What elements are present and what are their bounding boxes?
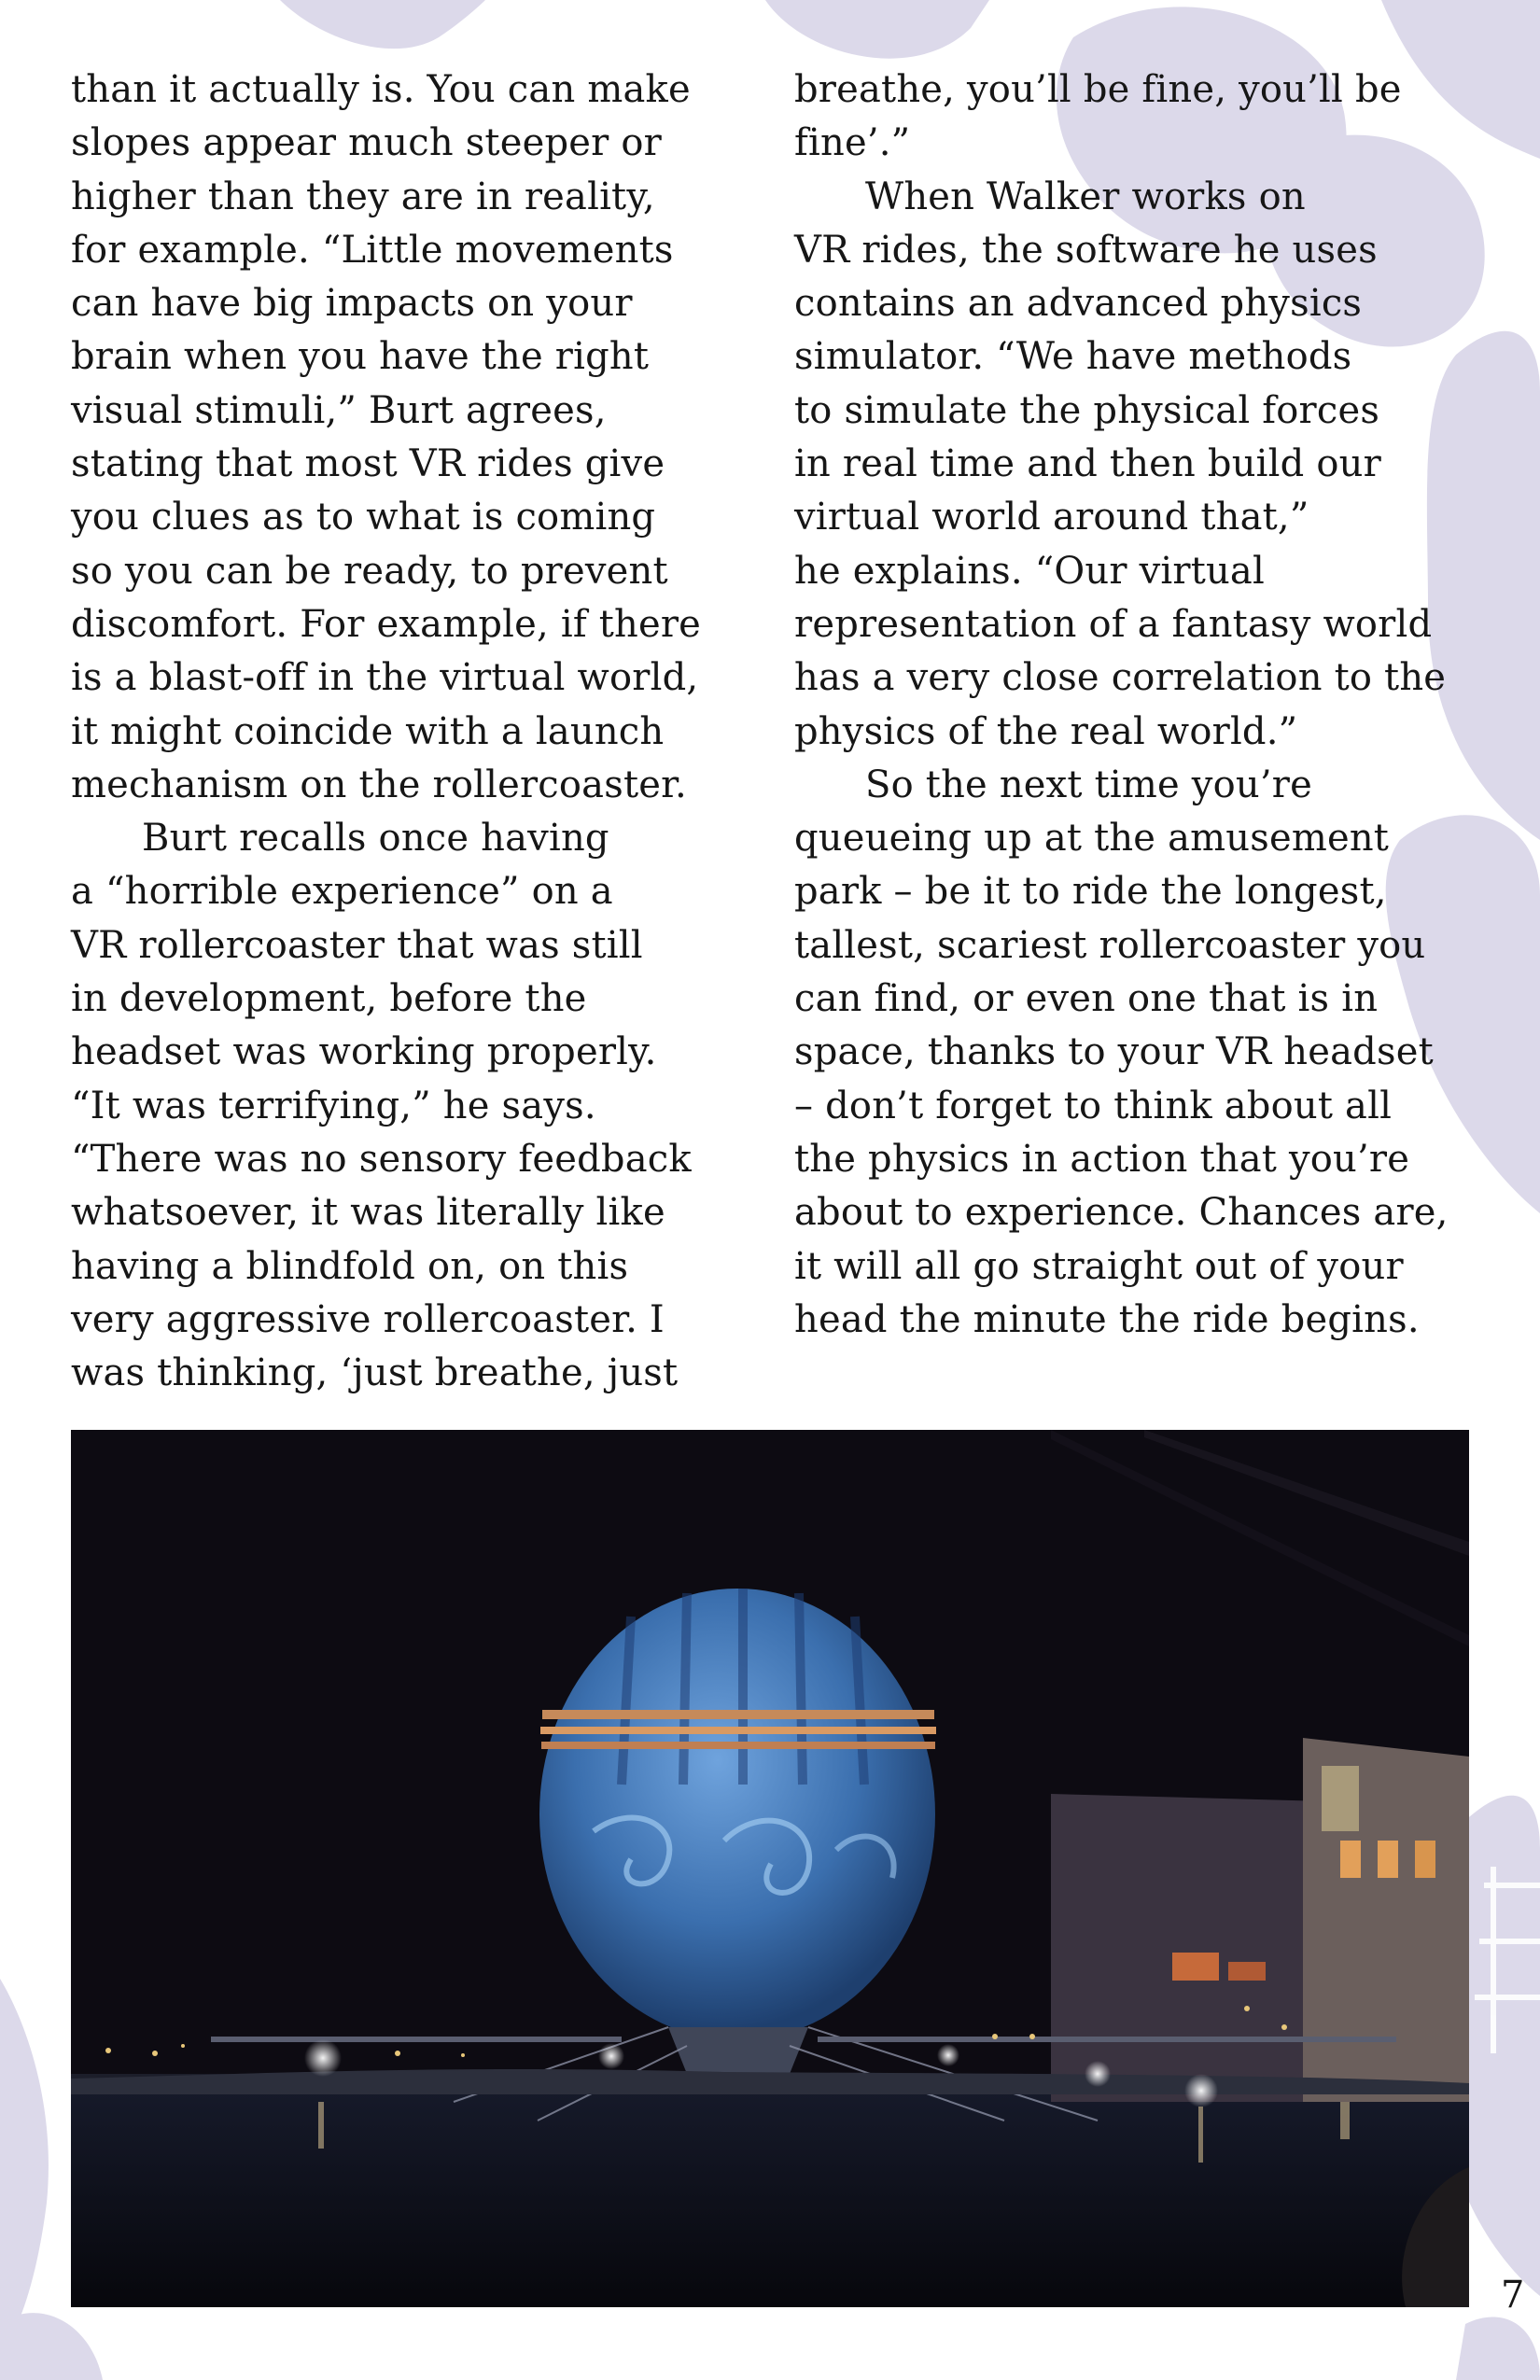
text-line: slopes appear much steeper or bbox=[71, 121, 662, 165]
text-line: you clues as to what is coming bbox=[71, 496, 656, 539]
text-line: “There was no sensory feedback bbox=[71, 1137, 692, 1181]
text-line: than it actually is. You can make bbox=[71, 68, 691, 111]
text-line: “It was terrifying,” he says. bbox=[71, 1084, 596, 1127]
text-line: for example. “Little movements bbox=[71, 228, 674, 272]
text-line: park – be it to ride the longest, bbox=[794, 870, 1387, 914]
page-number: 7 bbox=[1501, 2274, 1525, 2317]
paragraph-start-line: So the next time you’re bbox=[865, 763, 1312, 806]
paragraph-start-line: When Walker works on bbox=[865, 175, 1306, 218]
text-line: queueing up at the amusement bbox=[794, 817, 1390, 861]
text-line: tallest, scariest rollercoaster you bbox=[794, 923, 1426, 967]
text-line: has a very close correlation to the bbox=[794, 656, 1447, 700]
text-line: simulator. “We have methods bbox=[794, 335, 1352, 379]
text-line: VR rides, the software he uses bbox=[794, 228, 1378, 272]
text-line: can find, or even one that is in bbox=[794, 977, 1379, 1021]
text-line: contains an advanced physics bbox=[794, 282, 1363, 326]
text-line: space, thanks to your VR headset bbox=[794, 1030, 1434, 1074]
left-text-column bbox=[71, 63, 701, 1400]
night-balloon-photo bbox=[71, 1430, 1469, 2307]
text-line: it might coincide with a launch bbox=[71, 709, 665, 753]
text-line: so you can be ready, to prevent bbox=[71, 549, 668, 593]
text-line: to simulate the physical forces bbox=[794, 388, 1380, 432]
text-line: was thinking, ‘just breathe, just bbox=[71, 1351, 679, 1395]
text-line: having a blindfold on, on this bbox=[71, 1244, 629, 1288]
text-line: mechanism on the rollercoaster. bbox=[71, 763, 687, 806]
text-line: it will all go straight out of your bbox=[794, 1244, 1404, 1288]
text-line: virtual world around that,” bbox=[794, 496, 1309, 539]
paragraph-start-line: Burt recalls once having bbox=[142, 817, 609, 861]
text-line: head the minute the ride begins. bbox=[794, 1297, 1420, 1341]
text-line: VR rollercoaster that was still bbox=[71, 923, 643, 967]
right-text-column bbox=[794, 63, 1449, 1347]
text-line: physics of the real world.” bbox=[794, 709, 1298, 753]
text-line: brain when you have the right bbox=[71, 335, 650, 379]
text-line: the physics in action that you’re bbox=[794, 1137, 1410, 1181]
text-line: whatsoever, it was literally like bbox=[71, 1191, 665, 1235]
text-line: representation of a fantasy world bbox=[794, 602, 1433, 646]
text-line: he explains. “Our virtual bbox=[794, 549, 1265, 593]
text-line: higher than they are in reality, bbox=[71, 175, 655, 218]
text-line: stating that most VR rides give bbox=[71, 442, 665, 486]
text-line: can have big impacts on your bbox=[71, 282, 633, 326]
text-line: – don’t forget to think about all bbox=[794, 1084, 1393, 1127]
text-line: visual stimuli,” Burt agrees, bbox=[71, 388, 607, 432]
text-line: discomfort. For example, if there bbox=[71, 602, 702, 646]
text-line: very aggressive rollercoaster. I bbox=[71, 1297, 665, 1341]
text-line: is a blast-off in the virtual world, bbox=[71, 656, 699, 700]
text-line: a “horrible experience” on a bbox=[71, 870, 613, 914]
text-line: fine’.” bbox=[794, 121, 911, 165]
text-line: in development, before the bbox=[71, 977, 587, 1021]
text-line: about to experience. Chances are, bbox=[794, 1191, 1449, 1235]
text-line: breathe, you’ll be fine, you’ll be bbox=[794, 68, 1402, 111]
text-line: in real time and then build our bbox=[794, 442, 1381, 486]
text-line: headset was working properly. bbox=[71, 1030, 657, 1074]
